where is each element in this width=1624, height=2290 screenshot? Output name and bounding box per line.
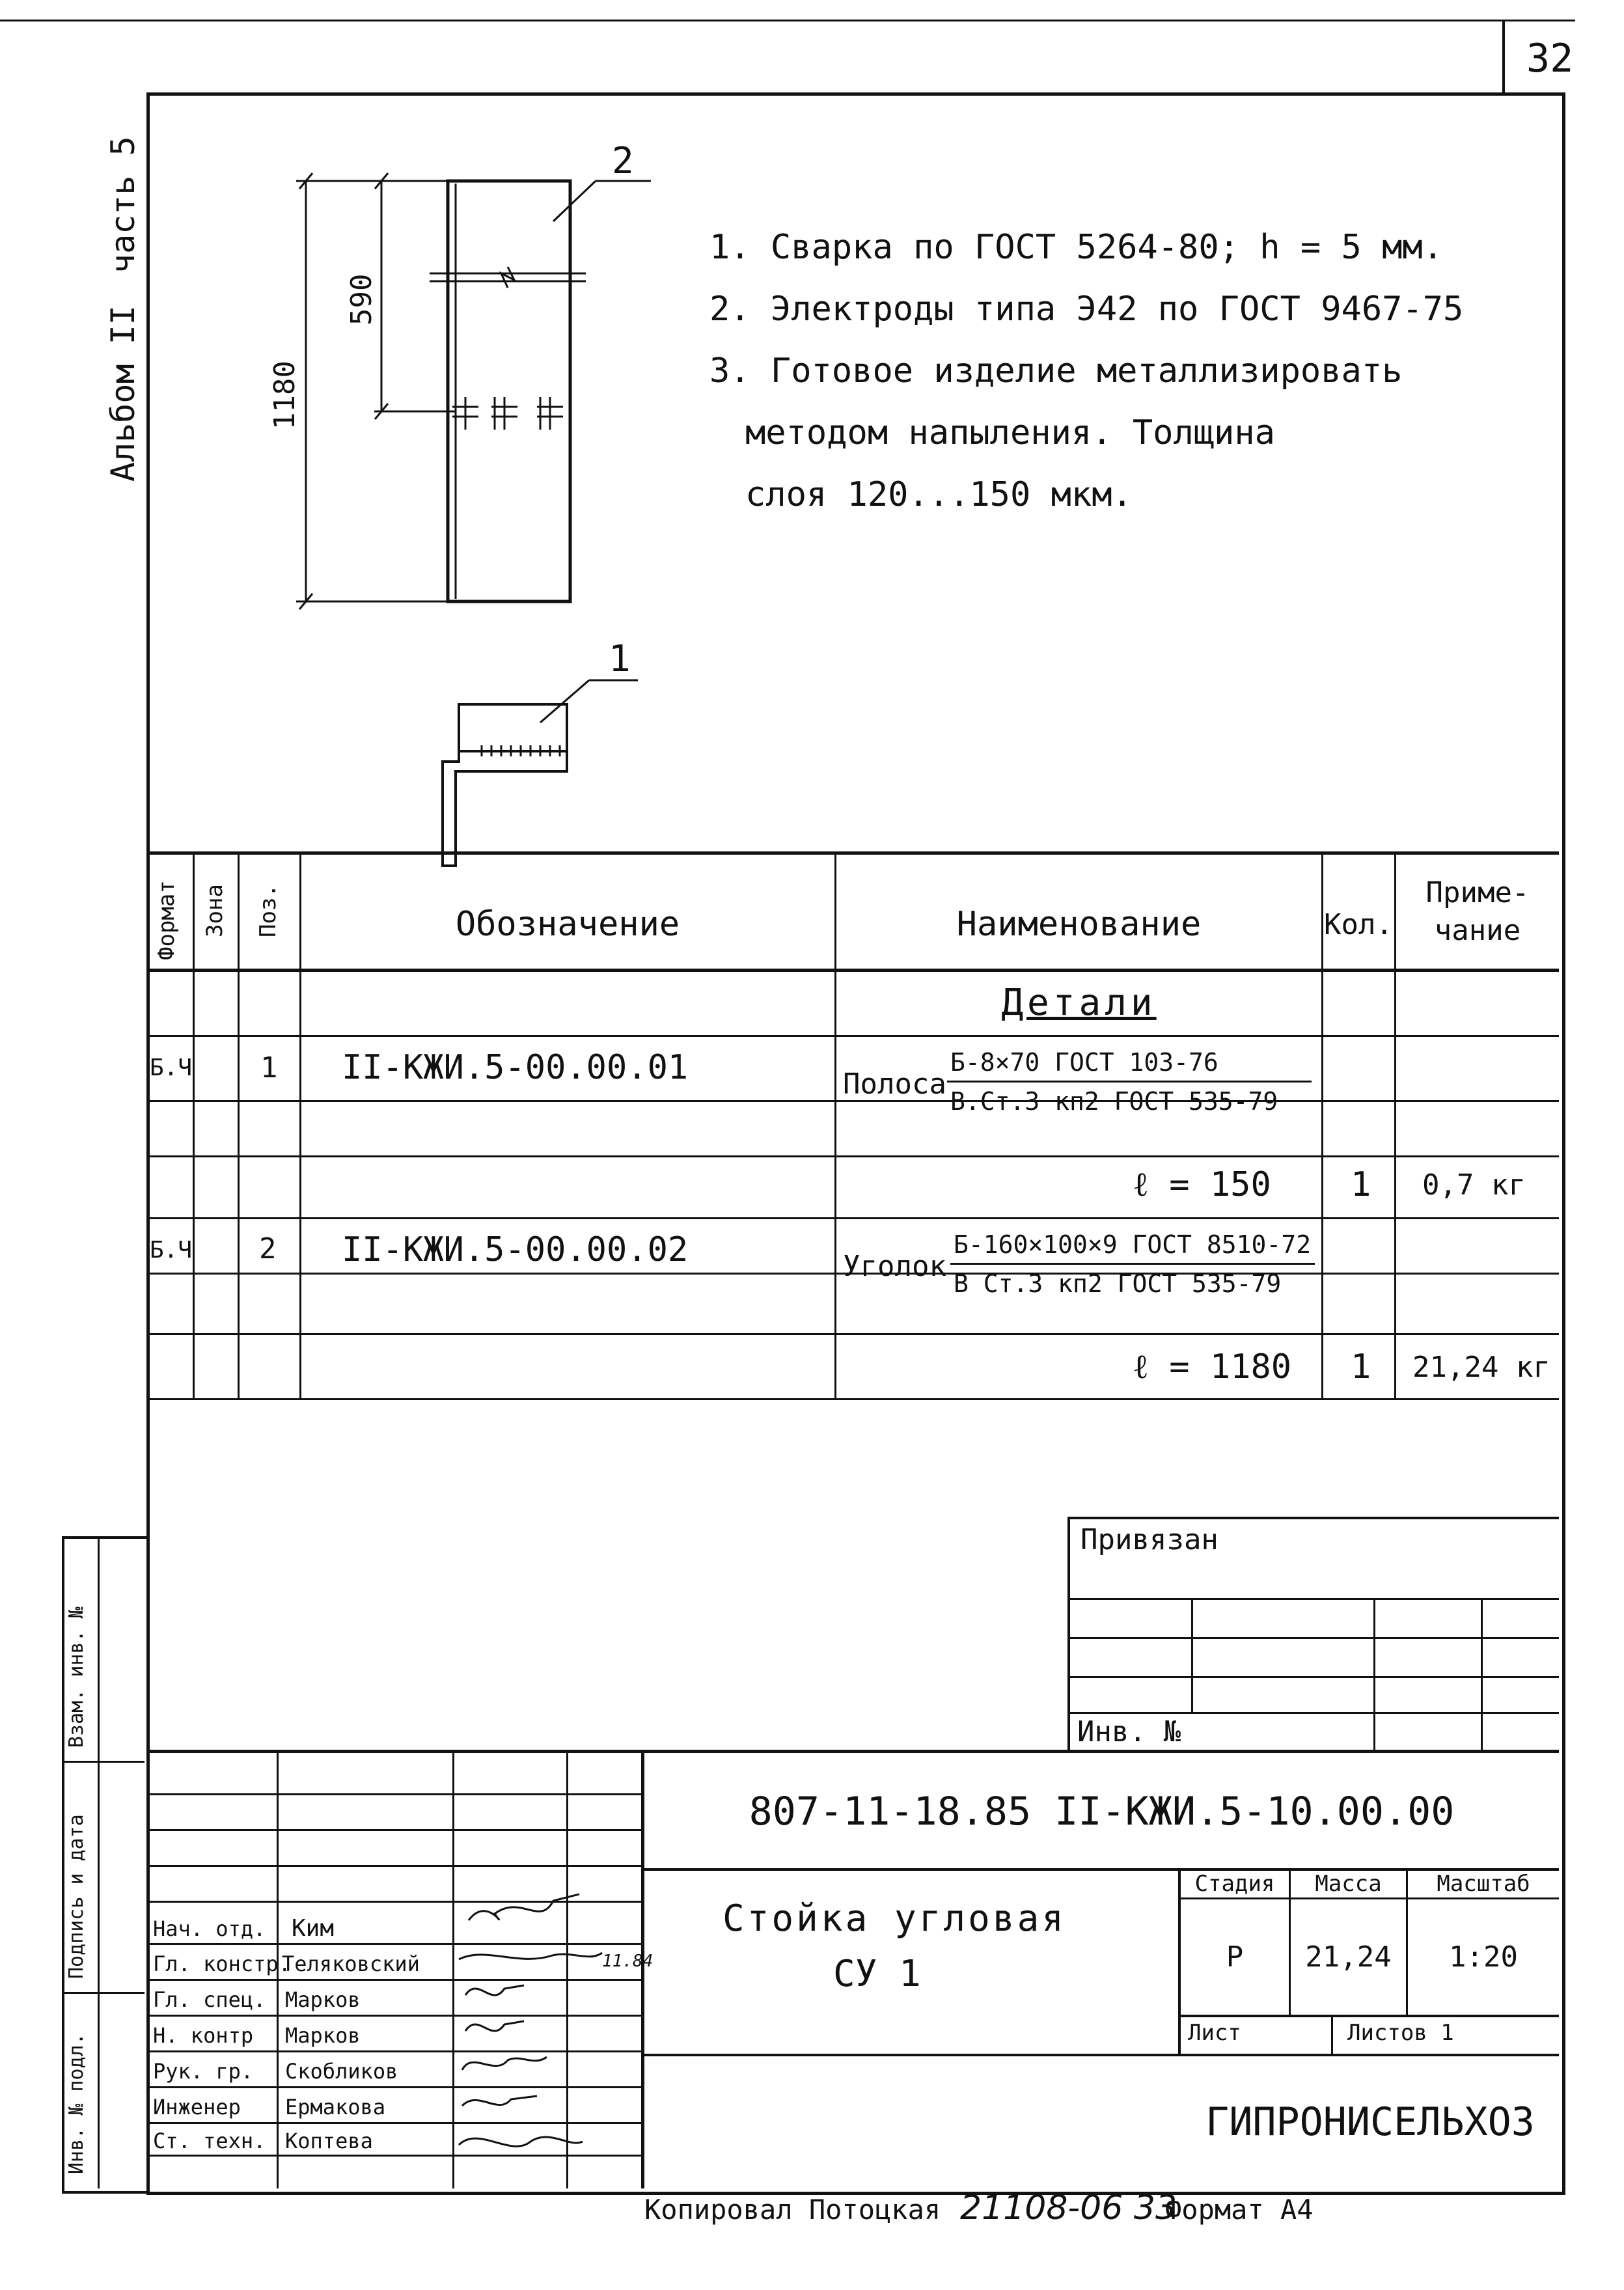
footer-copy-code: 21108-06 33 <box>960 2188 1177 2228</box>
header-designation: Обозначение <box>455 905 680 944</box>
header-zone: Зона <box>202 884 228 937</box>
title-line-2: СУ 1 <box>833 1953 921 1995</box>
callout-2: 2 <box>612 140 634 182</box>
row1-name-bottom: В.Ст.3 кп2 ГОСТ 535-79 <box>950 1087 1278 1116</box>
page-number: 32 <box>1526 36 1574 81</box>
side-podpis-data: Подпись и дата <box>65 1814 88 1979</box>
tb-r-h4 <box>641 2054 1559 2056</box>
section-title: Детали <box>1001 981 1157 1024</box>
tb-r-h3 <box>1178 2015 1559 2017</box>
row2-name-bottom: В Ст.3 кп2 ГОСТ 535-79 <box>954 1269 1282 1298</box>
row2-designation: II-КЖИ.5-00.00.02 <box>342 1230 689 1269</box>
row2-name-prefix: Уголок <box>843 1250 946 1283</box>
header-qty: Кол. <box>1324 907 1393 941</box>
side-inv-podl: Инв. № подл. <box>65 2033 88 2174</box>
header-pos: Поз. <box>255 884 281 937</box>
header-format: Формат <box>154 880 180 960</box>
dim-590: 590 <box>345 273 378 325</box>
footer-format: Формат А4 <box>1165 2194 1314 2226</box>
sig-role-7: Ст. техн. <box>153 2129 266 2153</box>
row1-format: Б.Ч <box>150 1055 193 1081</box>
sig-name-5: Скобликов <box>285 2059 398 2084</box>
sig-role-3: Гл. спец. <box>153 1987 266 2012</box>
sig-role-4: Н. контр <box>153 2023 254 2048</box>
note-4: методом напыления. Толщина <box>745 413 1275 452</box>
dim-1180: 1180 <box>268 361 301 430</box>
sig-role-6: Инженер <box>153 2095 241 2119</box>
sig-role-1: Нач. отд. <box>153 1916 266 1941</box>
date-mark: 11.84 <box>602 1952 654 1971</box>
scale-label: Масштаб <box>1437 1871 1530 1897</box>
note-2: 2. Электроды типа Э42 по ГОСТ 9467-75 <box>709 290 1464 329</box>
row2-name-top: Б-160×100×9 ГОСТ 8510-72 <box>954 1230 1312 1259</box>
sig-name-6: Ермакова <box>285 2095 386 2119</box>
row2-note: 21,24 кг <box>1412 1351 1550 1384</box>
row1-qty: 1 <box>1351 1165 1371 1204</box>
organization: ГИПРОНИСЕЛЬХОЗ <box>1205 2099 1535 2145</box>
sig-name-7: Коптева <box>285 2129 373 2153</box>
side-vzam-inv: Взам. инв. № <box>65 1607 88 1748</box>
document-code: 807-11-18.85 II-КЖИ.5-10.00.00 <box>749 1788 1455 1834</box>
mass-label: Масса <box>1315 1871 1382 1897</box>
scale-value: 1:20 <box>1449 1940 1518 1974</box>
sig-name-2: Теляковский <box>282 1952 420 1976</box>
sig-name-4: Марков <box>285 2023 361 2048</box>
header-note: Приме- чание <box>1425 876 1530 947</box>
row1-name-prefix: Полоса <box>843 1068 946 1101</box>
row1-note: 0,7 кг <box>1422 1168 1526 1202</box>
sig-name-1: Ким <box>292 1915 335 1942</box>
sig-role-5: Рук. гр. <box>153 2059 254 2084</box>
mass-value: 21,24 <box>1305 1940 1392 1974</box>
row1-designation: II-КЖИ.5-00.00.01 <box>342 1048 689 1087</box>
header-name: Наименование <box>956 905 1202 944</box>
row2-qty: 1 <box>1351 1347 1371 1386</box>
sheet-label: Лист <box>1188 2020 1241 2046</box>
title-line-1: Стойка угловая <box>723 1897 1067 1940</box>
album-label: Альбом II <box>104 305 142 482</box>
binding-privyazan: Привязан <box>1080 1523 1218 1556</box>
note-1: 1. Сварка по ГОСТ 5264-80; h = 5 мм. <box>709 228 1444 267</box>
row1-pos: 1 <box>260 1051 278 1084</box>
row2-length: ℓ = 1180 <box>1133 1347 1292 1386</box>
stage-value: Р <box>1226 1940 1244 1974</box>
binding-inv-no: Инв. № <box>1077 1715 1181 1748</box>
sheets-label: Листов 1 <box>1347 2020 1454 2046</box>
note-3: 3. Готовое изделие металлизировать <box>709 352 1403 391</box>
tb-r-v4 <box>1331 2015 1333 2054</box>
note-5: слоя 120...150 мкм. <box>745 475 1133 514</box>
row1-name-top: Б-8×70 ГОСТ 103-76 <box>950 1048 1218 1077</box>
sig-role-2: Гл. констр. <box>153 1952 291 1976</box>
part-label: часть 5 <box>104 136 142 273</box>
row2-pos: 2 <box>259 1232 277 1265</box>
row2-format: Б.Ч <box>150 1237 193 1263</box>
row1-length: ℓ = 150 <box>1133 1165 1271 1204</box>
footer-copied: Копировал Потоцкая <box>644 2194 941 2226</box>
callout-1: 1 <box>609 638 631 680</box>
stage-label: Стадия <box>1194 1871 1275 1897</box>
sig-name-3: Марков <box>285 1987 361 2012</box>
